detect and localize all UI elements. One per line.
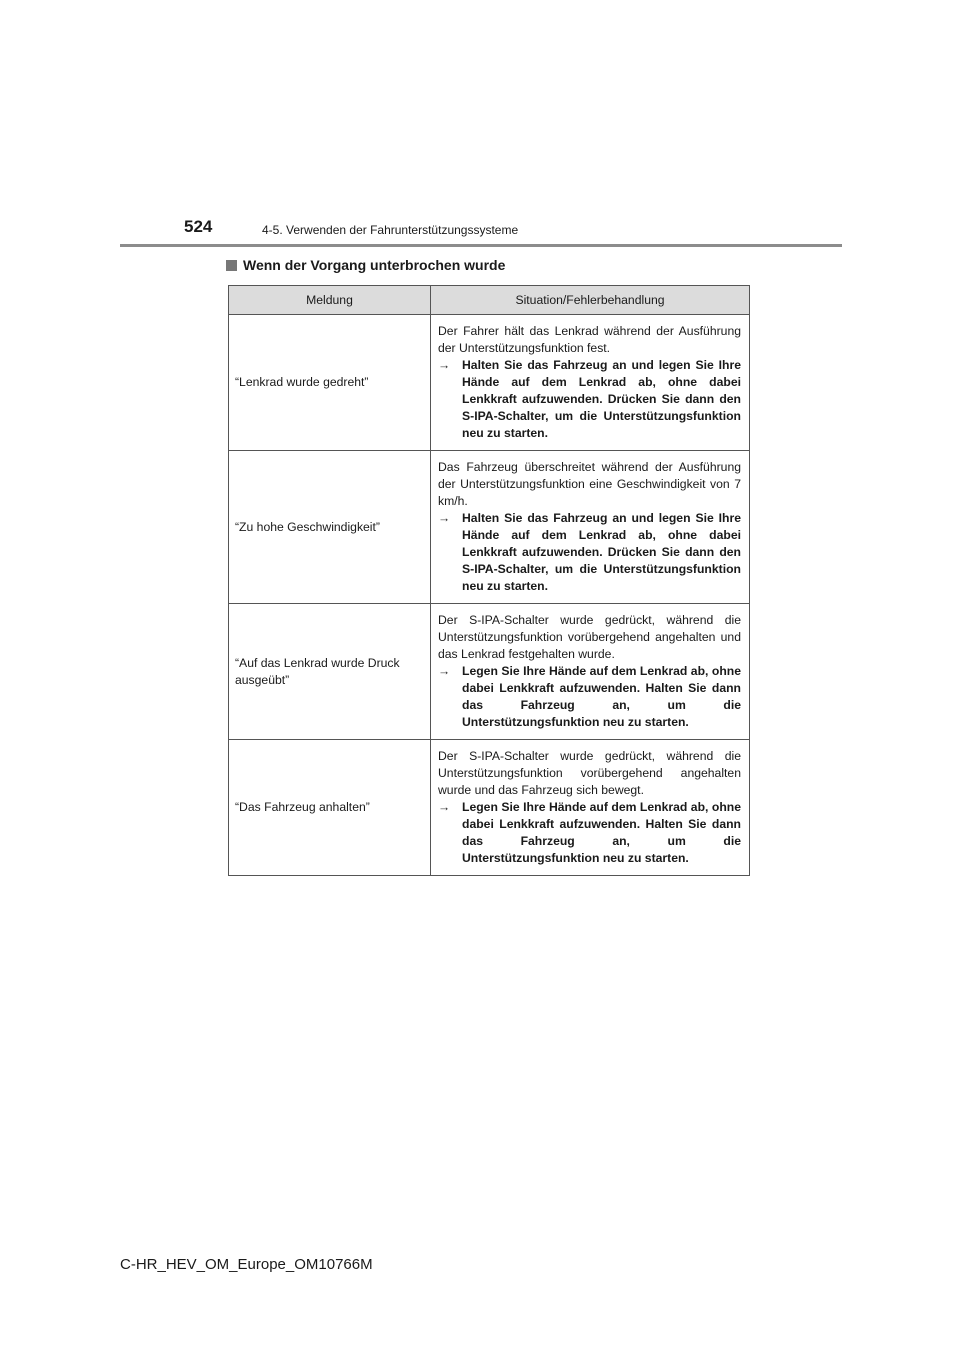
remedy-text: Halten Sie das Fahrzeug an und legen Sie Ihre Hände auf dem Lenkrad ab, ohne dabei Lenkkraft aufzuwenden. Drücken Sie dann den S-IPA-Schalter, um die Unterstützungsfunktion neu zu starten. <box>462 511 741 593</box>
subheading <box>226 256 505 274</box>
situation-cell <box>431 315 750 451</box>
arrow-right-icon: → <box>438 358 451 372</box>
square-bullet-icon <box>226 260 237 271</box>
message-cell: “Lenkrad wurde gedreht” <box>229 315 431 451</box>
section-title: 4-5. Verwenden der Fahrunterstützungssysteme <box>262 223 519 237</box>
situation-description: Das Fahrzeug überschreitet während der Ausführung der Unterstützungsfunktion eine Geschwindigkeit von 7 km/h. <box>438 460 741 508</box>
arrow-right-icon: → <box>438 511 451 525</box>
table-row <box>229 451 750 604</box>
header-rule <box>120 244 842 247</box>
table-row <box>229 315 750 451</box>
remedy-text: Legen Sie Ihre Hände auf dem Lenkrad ab, ohne dabei Lenkkraft aufzuwenden. Halten Sie dann das Fahrzeug an, um die Unterstützungsfunktion neu zu starten. <box>462 800 741 865</box>
situation-description: Der S-IPA-Schalter wurde gedrückt, während die Unterstützungsfunktion vorübergehend angehalten und das Lenkrad festgehalten wurde. <box>438 613 741 661</box>
arrow-right-icon: → <box>438 664 451 678</box>
message-cell: “Das Fahrzeug anhalten” <box>229 740 431 876</box>
message-cell: “Auf das Lenkrad wurde Druck ausgeübt” <box>229 604 431 740</box>
situation-cell <box>431 451 750 604</box>
subheading-text: Wenn der Vorgang unterbrochen wurde <box>243 257 506 273</box>
column-header-message: Meldung <box>229 286 431 315</box>
page-number: 524 <box>184 217 213 236</box>
situation-cell <box>431 740 750 876</box>
document-footer: C-HR_HEV_OM_Europe_OM10766M <box>120 1256 373 1273</box>
table-header-row <box>229 286 750 315</box>
situation-description: Der Fahrer hält das Lenkrad während der Ausführung der Unterstützungsfunktion fest. <box>438 324 741 355</box>
remedy-action <box>438 510 741 595</box>
arrow-right-icon: → <box>438 800 451 814</box>
situation-cell <box>431 604 750 740</box>
remedy-text: Halten Sie das Fahrzeug an und legen Sie Ihre Hände auf dem Lenkrad ab, ohne dabei Lenkkraft aufzuwenden. Drücken Sie dann den S-IPA-Schalter, um die Unterstützungsfunktion neu zu starten. <box>462 358 741 440</box>
messages-table <box>228 285 750 876</box>
remedy-action <box>438 799 741 867</box>
remedy-action <box>438 357 741 442</box>
remedy-action <box>438 663 741 731</box>
column-header-situation: Situation/Fehlerbehandlung <box>431 286 750 315</box>
remedy-text: Legen Sie Ihre Hände auf dem Lenkrad ab, ohne dabei Lenkkraft aufzuwenden. Halten Sie dann das Fahrzeug an, um die Unterstützungsfunktion neu zu starten. <box>462 664 741 729</box>
situation-description: Der S-IPA-Schalter wurde gedrückt, während die Unterstützungsfunktion vorübergehend angehalten wurde und das Fahrzeug sich bewegt. <box>438 749 741 797</box>
table-row <box>229 740 750 876</box>
message-cell: “Zu hohe Geschwindigkeit” <box>229 451 431 604</box>
table-row <box>229 604 750 740</box>
